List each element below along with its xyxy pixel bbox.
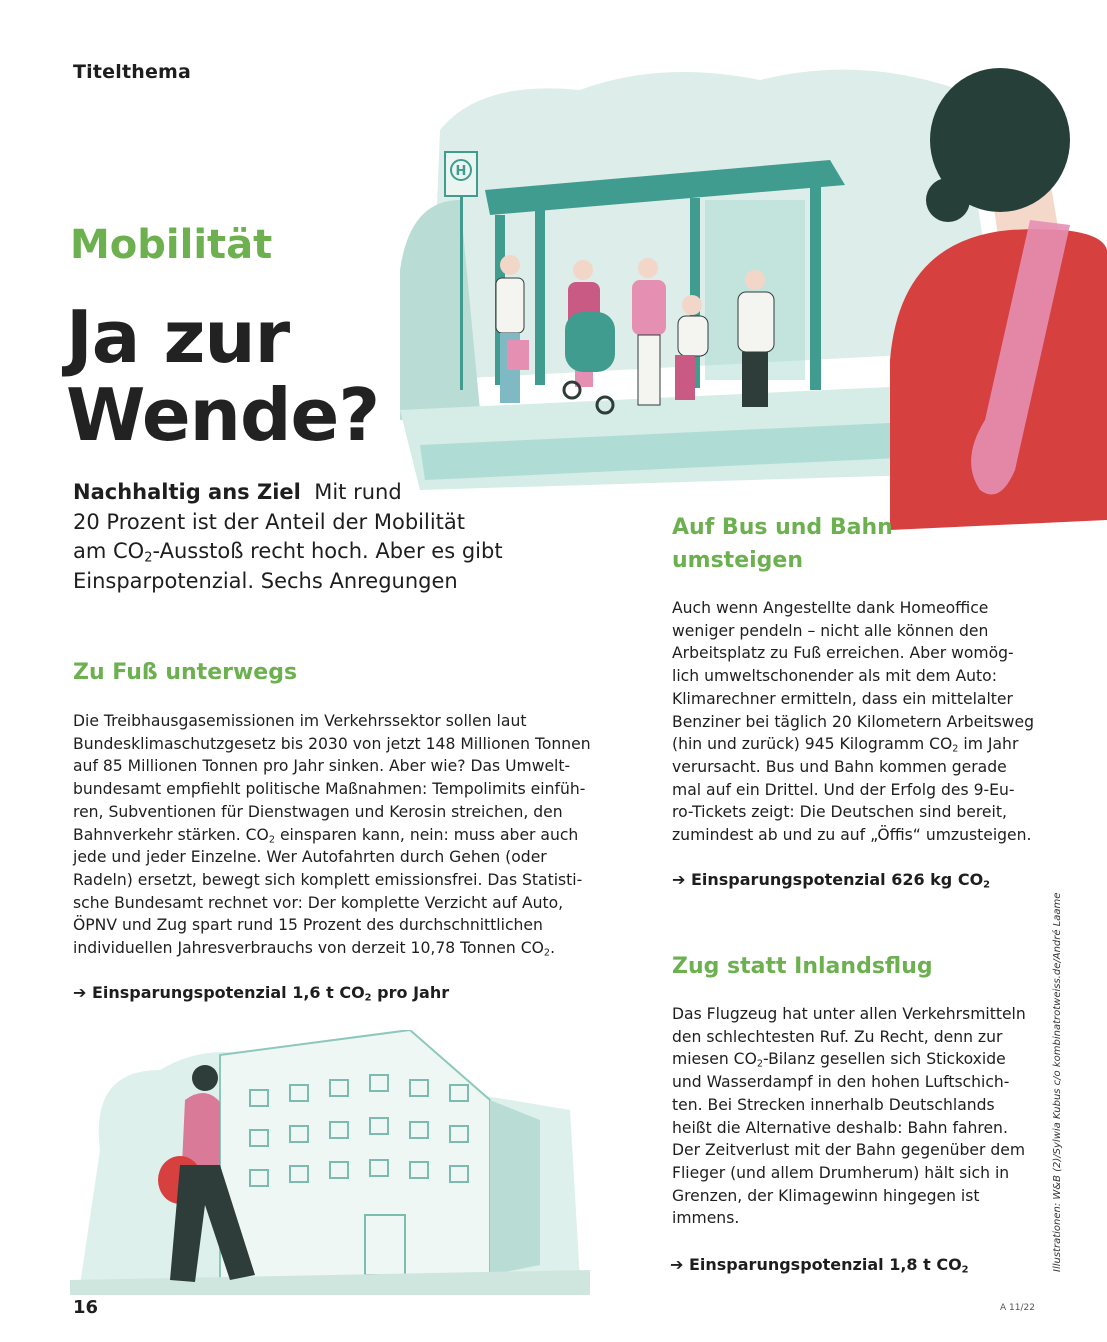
body-line: Die Treibhausgasemissionen im Verkehrssektor sollen laut xyxy=(73,712,527,730)
saving-text: pro Jahr xyxy=(377,983,450,1002)
body-line: Flieger (und allem Drumherum) hält sich in xyxy=(672,1163,1010,1182)
headline-line: Ja zur xyxy=(66,295,290,379)
saving-text: ➔ Einsparungspotenzial 626 kg CO xyxy=(672,870,984,889)
section-body-fuss xyxy=(73,710,593,960)
body-line: jede und jeder Einzelne. Wer Autofahrten durch Gehen (oder xyxy=(73,848,547,867)
shelter-post xyxy=(810,185,821,390)
saving-potential-zug xyxy=(670,1255,969,1274)
intro-text: Einsparpotenzial. Sechs Anregungen xyxy=(73,568,458,593)
page-number: 16 xyxy=(73,1297,99,1318)
body-text: im Jahr xyxy=(963,735,1019,754)
body-line: mal auf ein Drittel. Und der Erfolg des 9-Eu- xyxy=(672,780,1015,799)
body-line: Der Zeitverlust mit der Bahn gegenüber dem xyxy=(672,1141,1026,1160)
intro-paragraph xyxy=(73,478,543,596)
body-line: ten. Bei Strecken innerhalb Deutschlands xyxy=(672,1095,995,1114)
intro-lead: Nachhaltig ans Ziel xyxy=(73,480,301,504)
body-line: sche Bundesamt rechnet vor: Der komplette Verzicht auf Auto, xyxy=(73,893,564,912)
body-line: und Wasserdampf in den hohen Luftschich- xyxy=(672,1073,1010,1092)
bus-stop-illustration xyxy=(400,50,1107,550)
saving-potential-fuss xyxy=(73,983,449,1002)
section-title-bus xyxy=(672,511,893,577)
body-text: miesen CO xyxy=(672,1050,757,1069)
building xyxy=(220,1030,490,1280)
section-body-bus xyxy=(672,597,1072,847)
body-line: ÖPNV und Zug spart rund 15 Prozent des durchschnittlichen xyxy=(73,916,543,935)
subscript: 2 xyxy=(144,550,153,566)
body-line: Das Flugzeug hat unter allen Verkehrsmitteln xyxy=(672,1005,1026,1023)
illustration-credit: Illustrationen: W&B (2)/Sylwia Kubus c/o kombinatrotweiss.de/André Laame xyxy=(1052,892,1063,1272)
body-line: den schlechtesten Ruf. Zu Recht, denn zur xyxy=(672,1027,1003,1046)
section-title-zug: Zug statt Inlandsflug xyxy=(672,954,933,979)
body-text: -Bilanz gesellen sich Stickoxide xyxy=(763,1050,1006,1069)
intro-text: 20 Prozent ist der Anteil der Mobilität xyxy=(73,509,465,534)
subscript: 2 xyxy=(756,1058,763,1070)
subscript: 2 xyxy=(961,1264,969,1276)
kicker: Mobilität xyxy=(70,222,273,268)
body-line: individuellen Jahresverbrauchs von derzeit 10,78 Tonnen $CO_2$. xyxy=(73,939,556,959)
body-line: heißt die Alternative deshalb: Bahn fahren. xyxy=(672,1118,1008,1137)
body-line: Bundesklimaschutzgesetz bis 2030 von jetzt 148 Millionen Tonnen xyxy=(73,734,591,753)
walking-woman-illustration xyxy=(70,1030,590,1295)
body-line: immens. xyxy=(672,1209,740,1228)
saving-text: ➔ Einsparungspotenzial 1,8 t CO xyxy=(670,1255,962,1274)
subscript: 2 xyxy=(983,879,991,891)
building-side xyxy=(490,1100,540,1275)
body-line: Auch wenn Angestellte dank Homeoffice xyxy=(672,599,989,617)
body-line: Arbeitsplatz zu Fuß erreichen. Aber womög- xyxy=(672,644,1014,663)
title-line: umsteigen xyxy=(672,548,803,573)
body-line: Benziner bei täglich 20 Kilometern Arbeitsweg xyxy=(672,712,1035,731)
subscript: 2 xyxy=(543,947,551,959)
body-line: weniger pendeln – nicht alle können den xyxy=(672,621,989,640)
body-line xyxy=(672,733,1072,756)
subscript: 2 xyxy=(268,833,275,845)
body-line: Grenzen, der Klimagewinn hingegen ist xyxy=(672,1186,980,1205)
body-text: einsparen kann, nein: muss aber auch xyxy=(279,825,579,844)
subscript: 2 xyxy=(364,992,372,1004)
section-rubric: Titelthema xyxy=(73,61,192,83)
saving-potential-bus xyxy=(672,870,990,889)
body-text: (hin und zurück) 945 Kilogramm CO xyxy=(672,735,953,754)
saving-text: ➔ Einsparungspotenzial 1,6 t CO xyxy=(73,983,365,1002)
section-body-zug xyxy=(672,1003,1072,1230)
body-line: Radeln) ersetzt, bewegt sich komplett emissionsfrei. Das Statisti- xyxy=(73,870,583,889)
issue-label: A 11/22 xyxy=(1000,1303,1035,1313)
sign-letter: H xyxy=(455,164,467,179)
body-line: lich umweltschonender als mit dem Auto: xyxy=(672,667,997,686)
section-title-fuss: Zu Fuß unterwegs xyxy=(73,660,298,685)
headline xyxy=(66,295,380,457)
body-line xyxy=(73,824,593,847)
shelter-post xyxy=(535,210,545,385)
body-line: bundesamt empfiehlt politische Maßnahmen: Tempolimits einfüh- xyxy=(73,780,586,799)
body-line: verursacht. Bus und Bahn kommen gerade xyxy=(672,757,1007,776)
body-line: auf 85 Millionen Tonnen pro Jahr sinken. Aber wie? Das Umwelt- xyxy=(73,757,571,776)
body-text: Bahnverkehr stärken. CO xyxy=(73,825,269,844)
body-text: individuellen Jahresverbrauchs von derzeit 10,78 Tonnen CO xyxy=(73,939,544,958)
body-line: ren, Subventionen für Dienstwagen und Kerosin streichen, den xyxy=(73,802,563,821)
subscript: 2 xyxy=(952,743,959,755)
intro-text: am CO xyxy=(73,539,145,563)
body-line xyxy=(672,1048,1072,1071)
headline-line: Wende? xyxy=(66,373,380,457)
intro-text: -Ausstoß recht hoch. Aber es gibt xyxy=(152,539,503,563)
title-line: Auf Bus und Bahn xyxy=(672,515,893,540)
body-line: Klimarechner ermitteln, dass ein mittelalter xyxy=(672,689,1013,708)
body-line: ro-Tickets zeigt: Die Deutschen sind bereit, xyxy=(672,803,1007,822)
body-line: zumindest ab und zu auf „Öffis“ umzusteigen. xyxy=(672,826,1032,845)
intro-text: Mit rund xyxy=(314,480,402,504)
